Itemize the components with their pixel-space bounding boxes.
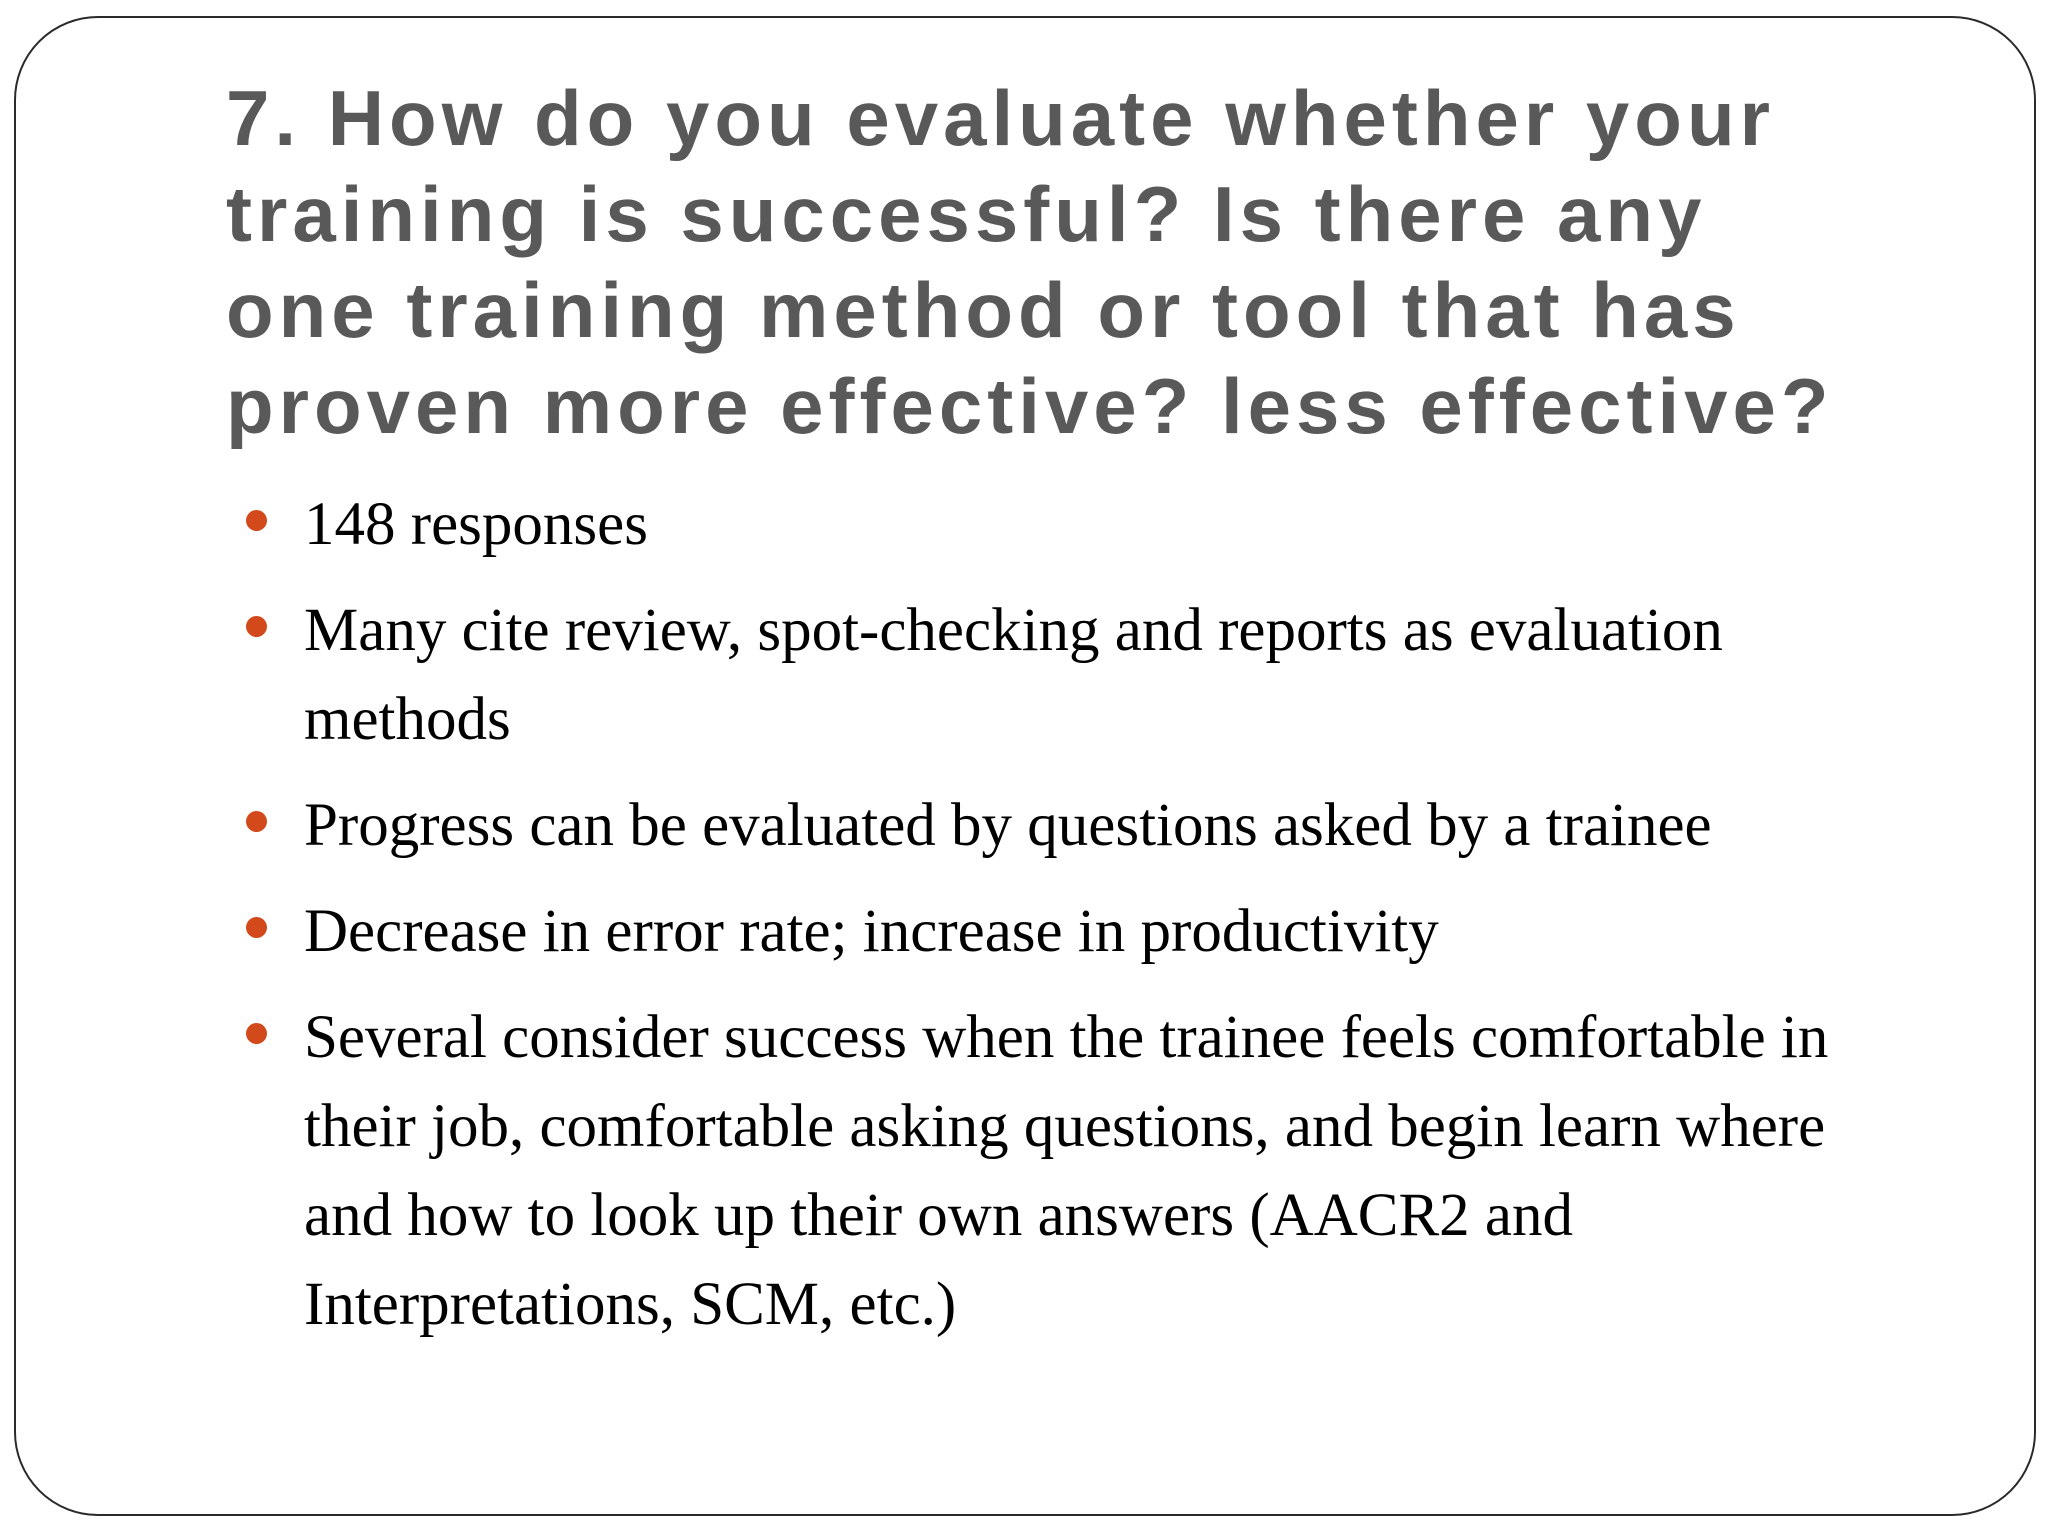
bullet-dot-icon	[246, 1023, 267, 1044]
bullet-dot-icon	[246, 917, 267, 938]
bullet-text: Decrease in error rate; increase in productivity	[304, 898, 1439, 965]
bullet-dot-icon	[246, 616, 267, 637]
bullet-dot-icon	[246, 510, 267, 531]
bullet-text: Progress can be evaluated by questions asked by a trainee	[304, 792, 1712, 859]
bullet-item	[240, 586, 1920, 764]
bullet-item	[240, 781, 1920, 870]
slide-title: 7. How do you evaluate whether your training is successful? Is there any one training method or tool that has proven more effective? less effective?	[226, 74, 1834, 450]
bullet-text: 148 responses	[304, 491, 648, 558]
bullet-text: Many cite review, spot-checking and reports as evaluation methods	[304, 597, 1723, 753]
bullet-dot-icon	[246, 811, 267, 832]
bullet-item	[240, 993, 1920, 1349]
bullet-list	[240, 480, 1920, 1366]
bullet-item	[240, 887, 1920, 976]
bullet-item	[240, 480, 1920, 569]
slide-frame	[14, 16, 2036, 1516]
bullet-text: Several consider success when the trainee feels comfortable in their job, comfortable asking questions, and begin learn where and how to look up their own answers (AACR2 and Interpretations, SCM, etc.)	[304, 1004, 1829, 1338]
